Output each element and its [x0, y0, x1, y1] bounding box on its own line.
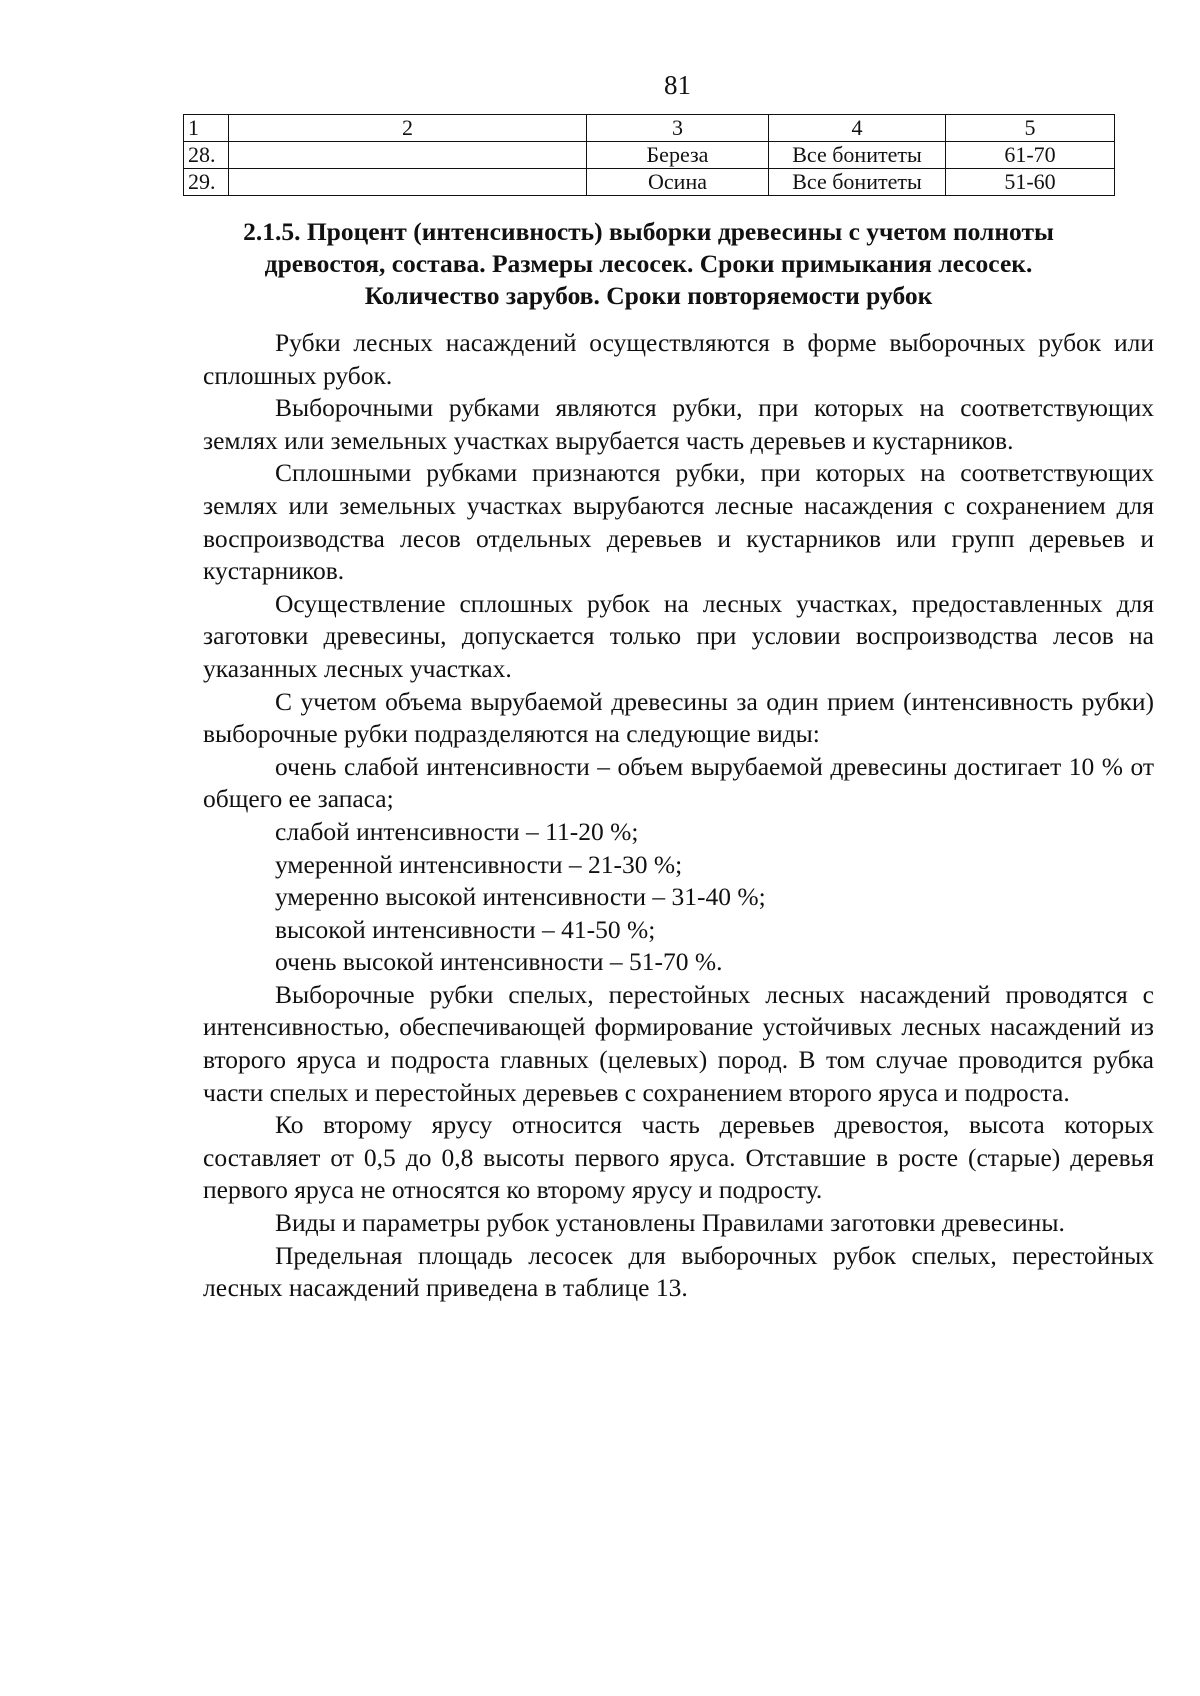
table-cell: 29. — [184, 169, 229, 196]
table-cell — [229, 169, 587, 196]
paragraph: Рубки лесных насаждений осуществляются в форме выборочных рубок или сплошных рубок. — [203, 328, 1154, 390]
heading-line: древостоя, состава. Размеры лесосек. Сроки примыкания лесосек. — [264, 249, 1033, 278]
paragraph: Выборочные рубки спелых, перестойных лесных насаждений проводятся с интенсивностью, обеспечивающей формирование устойчивых лесных насаждений из второго яруса и подроста главных (целевых) пород. В том случае проводится рубка части спелых и перестойных деревьев с сохранением второго яруса и подроста. — [203, 979, 1154, 1107]
body-text — [203, 327, 1154, 1305]
heading-line: 2.1.5. Процент (интенсивность) выборки древесины с учетом полноты — [243, 217, 1054, 246]
table-cell — [229, 142, 587, 169]
paragraph: Осуществление сплошных рубок на лесных участках, предоставленных для заготовки древесины, допускается только при условии воспроизводства лесов на указанных лесных участках. — [203, 588, 1154, 683]
paragraph: Предельная площадь лесосек для выборочных рубок спелых, перестойных лесных насаждений приведена в таблице 13. — [203, 1240, 1154, 1303]
paragraph: Выборочными рубками являются рубки, при которых на соответствующих землях или земельных участках вырубается часть деревьев и кустарников. — [203, 393, 1154, 455]
continuation-table — [183, 114, 1115, 196]
table-cell: 51-60 — [946, 169, 1115, 196]
paragraph: Ко второму ярусу относится часть деревьев древостоя, высота которых составляет от 0,5 до 0,8 высоты первого яруса. Отставшие в росте (старые) деревья первого яруса не относятся ко второму ярусу и подросту. — [203, 1110, 1154, 1205]
paragraph: Сплошными рубками признаются рубки, при которых на соответствующих землях или земельных участках вырубаются лесные насаждения с сохранением для воспроизводства лесов отдельных деревьев и кустарников или групп деревьев и кустарников. — [203, 458, 1154, 586]
table-cell: Все бонитеты — [769, 142, 946, 169]
intensity-list-item: слабой интенсивности – 11-20 %; — [275, 816, 639, 846]
table-cell: Все бонитеты — [769, 169, 946, 196]
table-cell: 61-70 — [946, 142, 1115, 169]
table-row — [184, 142, 1115, 169]
intensity-list-item: умеренной интенсивности – 21-30 %; — [275, 849, 683, 879]
intensity-list-item: очень высокой интенсивности – 51-70 %. — [275, 947, 723, 977]
heading-line: Количество зарубов. Сроки повторяемости рубок — [364, 281, 933, 310]
table-cell: 28. — [184, 142, 229, 169]
table-cell: Осина — [587, 169, 769, 196]
intensity-list-item: высокой интенсивности – 41-50 %; — [275, 914, 656, 944]
page-number: 81 — [664, 70, 691, 100]
paragraph: Виды и параметры рубок установлены Правилами заготовки древесины. — [275, 1208, 1065, 1238]
table-cell: Береза — [587, 142, 769, 169]
table-header-cell: 3 — [587, 115, 769, 142]
intensity-list-item: очень слабой интенсивности – объем вырубаемой древесины достигает 10 % от общего ее запаса; — [203, 751, 1154, 814]
paragraph: С учетом объема вырубаемой древесины за один прием (интенсивность рубки) выборочные рубки подразделяются на следующие виды: — [203, 686, 1154, 749]
table-header-cell: 1 — [184, 115, 229, 142]
table-header-cell: 2 — [229, 115, 587, 142]
table-header-row — [184, 115, 1115, 142]
section-heading — [183, 216, 1114, 312]
intensity-list-item: умеренно высокой интенсивности – 31-40 %; — [275, 882, 766, 912]
table-header-cell: 4 — [769, 115, 946, 142]
table-header-cell: 5 — [946, 115, 1115, 142]
table-row — [184, 169, 1115, 196]
